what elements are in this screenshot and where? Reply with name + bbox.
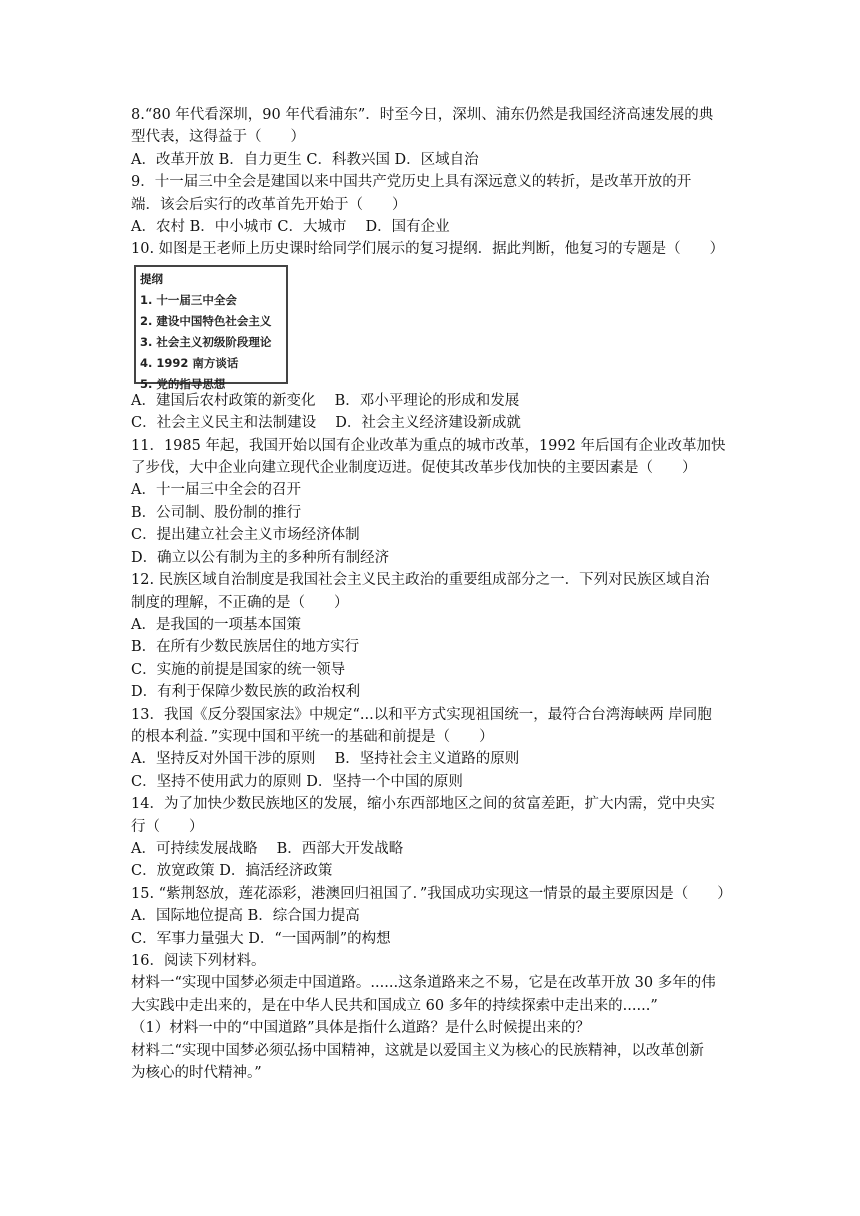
text-line: A．十一届三中全会的召开 [131, 482, 301, 499]
text-line: 10. 如图是王老师上历史课时给同学们展示的复习提纲．据此判断，他复习的专题是（ ） [131, 241, 725, 258]
text-line: 的根本利益．”实现中国和平统一的基础和前提是（ ） [131, 728, 494, 745]
text-line: 端．该会后实行的改革首先开始于（ ） [131, 196, 407, 213]
text-line: D．确立以公有制为主的多种所有制经济 [131, 549, 390, 566]
text-line: 材料二“实现中国梦必须弘扬中国精神，这就是以爱国主义为核心的民族精神，以改革创新 [131, 1042, 704, 1059]
outline-item: 1. 十一届三中全会 [140, 292, 237, 307]
outline-item: 3. 社会主义初级阶段理论 [140, 334, 272, 349]
outline-items [140, 290, 282, 395]
text-line: A．是我国的一项基本国策 [131, 616, 301, 633]
questions-8-10 [131, 104, 741, 261]
text-line: 15. “紫荆怒放，莲花添彩，港澳回归祖国了．”我国成功实现这一情景的最主要原因是（ ） [131, 885, 732, 902]
text-line: 为核心的时代精神。” [131, 1065, 262, 1082]
outline-item: 5. 党的指导思想 [140, 376, 226, 391]
text-line: 13．我国《反分裂国家法》中规定“...以和平方式实现祖国统一，最符合台湾海峡两 岸同胞 [131, 706, 712, 723]
review-outline-figure [134, 265, 288, 391]
text-line: D．有利于保障少数民族的政治权利 [131, 684, 361, 701]
exam-page [131, 104, 741, 1084]
text-line: C．军事力量强大 D．“一国两制”的构想 [131, 930, 391, 947]
text-line: C．坚持不使用武力的原则 D．坚持一个中国的原则 [131, 773, 463, 790]
text-line: 8.“80 年代看深圳，90 年代看浦东”．时至今日，深圳、浦东仍然是我国经济高速发展的典 [131, 107, 714, 123]
text-line: （1）材料一中的“中国道路”具体是指什么道路？是什么时候提出来的？ [131, 1020, 591, 1037]
text-line: 12. 民族区域自治制度是我国社会主义民主政治的重要组成部分之一．下列对民族区域自治 [131, 572, 710, 589]
text-line: A．国际地位提高 B．综合国力提高 [131, 908, 360, 925]
outline-item: 4. 1992 南方谈话 [140, 355, 239, 370]
text-line: 16．阅读下列材料。 [131, 953, 266, 969]
text-line: 制度的理解，不正确的是（ ） [131, 594, 349, 611]
text-line: 大实践中走出来的，是在中华人民共和国成立 60 多年的持续探索中走出来的......” [131, 997, 658, 1014]
text-line: A．建国后农村政策的新变化 B．邓小平理论的形成和发展 [131, 392, 520, 409]
text-line: A．可持续发展战略 B．西部大开发战略 [131, 840, 404, 857]
text-line: A．改革开放 B．自力更生 C．科教兴国 D．区域自治 [131, 151, 479, 168]
text-line: C．社会主义民主和法制建设 D．社会主义经济建设新成就 [131, 415, 521, 432]
text-line: C．放宽政策 D．搞活经济政策 [131, 863, 333, 880]
outline-item: 2. 建设中国特色社会主义 [140, 313, 272, 328]
text-line: 14．为了加快少数民族地区的发展，缩小东西部地区之间的贫富差距，扩大内需，党中央实 [131, 796, 715, 813]
text-line: 11．1985 年起，我国开始以国有企业改革为重点的城市改革，1992 年后国有企业改革加快 [131, 437, 726, 454]
text-line: 9．十一届三中全会是建国以来中国共产党历史上具有深远意义的转折，是改革开放的开 [131, 174, 692, 191]
outline-title: 提纲 [140, 271, 163, 286]
text-line: A．坚持反对外国干涉的原则 B．坚持社会主义道路的原则 [131, 751, 520, 768]
text-line: 了步伐，大中企业向建立现代企业制度迈进。促使其改革步伐加快的主要因素是（ ） [131, 460, 697, 477]
text-line: 行（ ） [131, 818, 204, 835]
text-line: B．公司制、股份制的推行 [131, 504, 302, 521]
text-line: 材料一“实现中国梦必须走中国道路。......这条道路来之不易，它是在改革开放 30 多年的伟 [131, 975, 716, 992]
text-line: C．提出建立社会主义市场经济体制 [131, 527, 360, 544]
questions-10-16 [131, 390, 741, 1085]
text-line: B．在所有少数民族居住的地方实行 [131, 639, 360, 656]
text-line: A．农村 B．中小城市 C．大城市 D．国有企业 [131, 219, 450, 236]
text-line: 型代表，这得益于（ ） [131, 129, 305, 146]
text-line: C．实施的前提是国家的统一领导 [131, 661, 346, 678]
